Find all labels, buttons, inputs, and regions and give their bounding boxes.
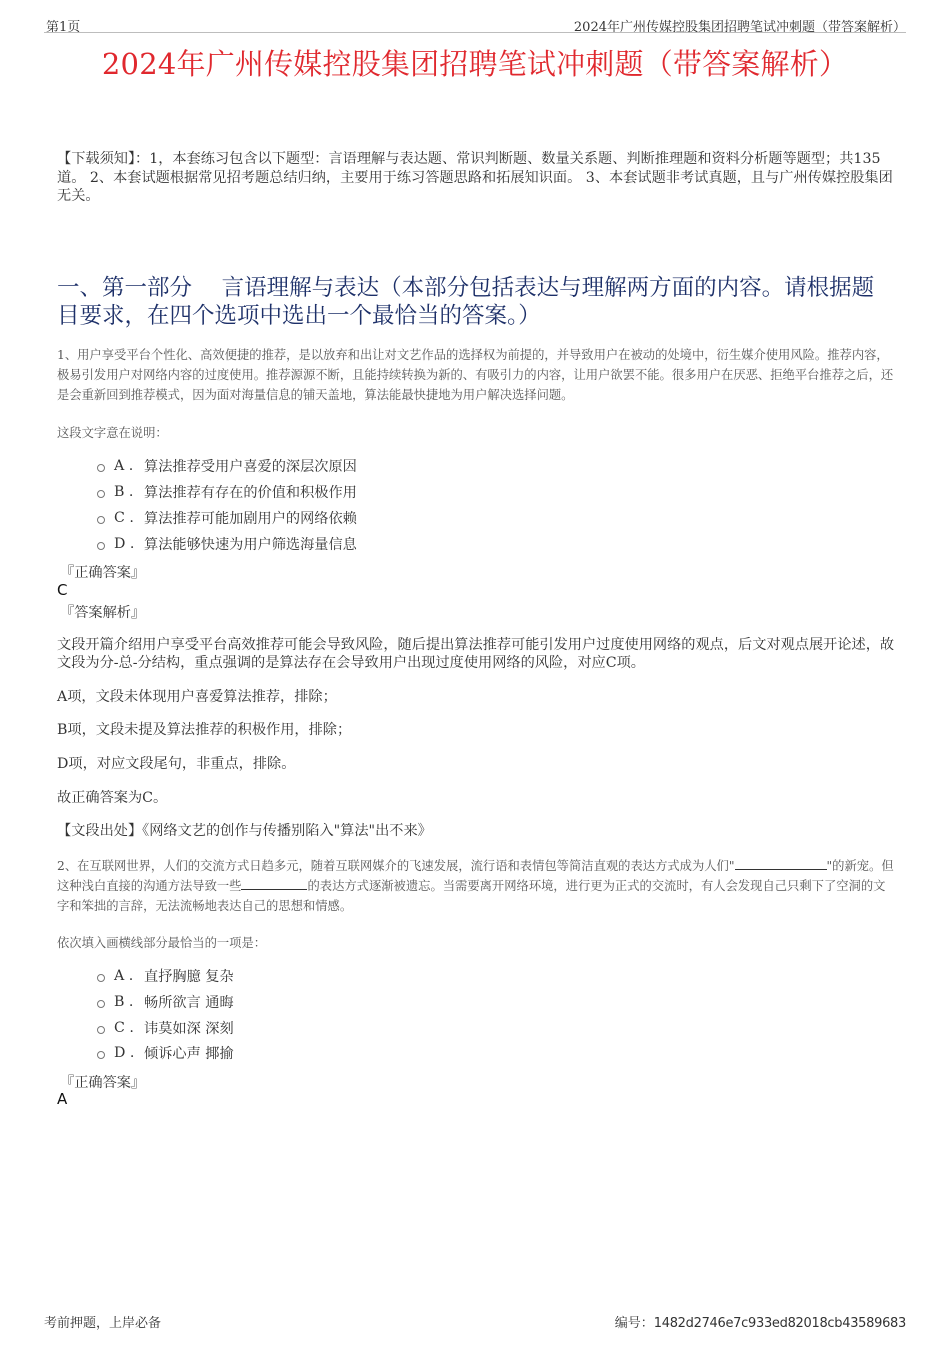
- footer-slogan: 考前押题，上岸必备: [44, 1316, 162, 1331]
- analysis-conclusion: 故正确答案为C。: [57, 790, 168, 806]
- radio-icon[interactable]: [97, 464, 105, 472]
- question-1-option-b[interactable]: [97, 481, 357, 503]
- radio-icon[interactable]: [97, 1000, 105, 1008]
- option-text: 算法能够快速为用户筛选海量信息: [144, 537, 357, 553]
- question-1-option-c[interactable]: [97, 507, 357, 529]
- question-2-option-b[interactable]: [97, 991, 234, 1013]
- download-notice: 【下载须知】：1，本套练习包含以下题型：言语理解与表达题、常识判断题、数量关系题、判断推理题和资料分析题等题型；共135道。 2、本套试题根据常见招考题总结归纳，主要用于练习答题思路和拓展知识面。 3、本套试题非考试真题，且与广州传媒控股集团无关。: [57, 151, 893, 204]
- option-text: 算法推荐可能加剧用户的网络依赖: [144, 511, 357, 527]
- option-letter: A .: [114, 968, 134, 984]
- radio-icon[interactable]: [97, 516, 105, 524]
- option-letter: C .: [114, 1020, 134, 1036]
- radio-icon[interactable]: [97, 974, 105, 982]
- option-letter: D .: [114, 1045, 135, 1061]
- footer-code-label: 编号：: [614, 1316, 654, 1331]
- option-text: 算法推荐受用户喜爱的深层次原因: [144, 459, 357, 475]
- footer-code: [615, 1312, 906, 1331]
- question-2-text-part: "的新宠。但这种浅白直接的沟通方法导致一些: [57, 859, 894, 893]
- correct-answer-label: 『正确答案』: [60, 565, 146, 581]
- question-2-option-d[interactable]: [97, 1042, 234, 1064]
- question-2-text-part: 2、在互联网世界，人们的交流方式日趋多元，随着互联网媒介的飞速发展，流行语和表情包等简洁直观的表达方式成为人们": [57, 859, 735, 873]
- analysis-source: 【文段出处】《网络文艺的创作与传播别陷入"算法"出不来》: [57, 823, 432, 839]
- option-text: 直抒胸臆 复杂: [144, 969, 234, 985]
- option-letter: A .: [114, 458, 134, 474]
- header-divider: [44, 32, 906, 33]
- analysis-option-b: B项，文段未提及算法推荐的积极作用，排除；: [57, 722, 352, 738]
- analysis-label: 『答案解析』: [60, 605, 146, 621]
- question-2-prompt: 依次填入画横线部分最恰当的一项是：: [57, 936, 267, 950]
- question-1-prompt: 这段文字意在说明：: [57, 426, 168, 440]
- question-2-text: [57, 856, 897, 916]
- analysis-option-a: A项，文段未体现用户喜爱算法推荐，排除；: [57, 689, 337, 705]
- correct-answer: A: [57, 1090, 68, 1108]
- option-letter: B .: [114, 994, 134, 1010]
- option-letter: B .: [114, 484, 134, 500]
- radio-icon[interactable]: [97, 1026, 105, 1034]
- option-letter: D .: [114, 536, 135, 552]
- correct-answer-label: 『正确答案』: [60, 1075, 146, 1091]
- question-2-text-part: 的表达方式逐渐被遗忘。当需要离开网络环境，进行更为正式的交流时，有人会发现自己只剩下了空洞的文字和笨拙的言辞，无法流畅地表达自己的思想和情感。: [57, 879, 886, 913]
- question-1-text: 1、用户享受平台个性化、高效便捷的推荐，是以放弃和出让对文艺作品的选择权为前提的，并导致用户在被动的处境中，衍生媒介使用风险。推荐内容，极易引发用户对网络内容的过度使用。推荐源源不断，且能持续转换为新的、有吸引力的内容，让用户欲罢不能。很多用户在厌恶、拒绝平台推荐之后，还是会重新回到推荐模式，因为面对海量信息的铺天盖地，算法能最快捷地为用户解决选择问题。: [57, 348, 894, 402]
- radio-icon[interactable]: [97, 490, 105, 498]
- page-title: 2024年广州传媒控股集团招聘笔试冲刺题（带答案解析）: [101, 47, 849, 81]
- question-2-option-a[interactable]: [97, 965, 234, 987]
- correct-answer: C: [57, 581, 68, 599]
- question-1-option-d[interactable]: [97, 533, 357, 555]
- section-heading: 一、第一部分 言语理解与表达（本部分包括表达与理解两方面的内容。请根据题目要求，在四个选项中选出一个最恰当的答案。）: [57, 275, 875, 329]
- header-doc-title: 2024年广州传媒控股集团招聘笔试冲刺题（带答案解析）: [573, 20, 906, 35]
- option-text: 讳莫如深 深刻: [144, 1021, 234, 1037]
- option-text: 算法推荐有存在的价值和积极作用: [144, 485, 357, 501]
- option-text: 倾诉心声 揶揄: [144, 1046, 234, 1062]
- radio-icon[interactable]: [97, 542, 105, 550]
- page-number: 第1页: [46, 20, 81, 35]
- option-text: 畅所欲言 通晦: [144, 995, 234, 1011]
- fill-blank-1[interactable]: [735, 857, 827, 870]
- fill-blank-2[interactable]: [241, 877, 307, 890]
- analysis-paragraph: 文段开篇介绍用户享受平台高效推荐可能会导致风险，随后提出算法推荐可能引发用户过度使用网络的观点，后文对观点展开论述，故文段为分-总-分结构，重点强调的是算法存在会导致用户出现过度使用网络的风险，对应C项。: [57, 637, 895, 671]
- analysis-option-d: D项，对应文段尾句，非重点，排除。: [57, 756, 296, 772]
- question-2-option-c[interactable]: [97, 1017, 234, 1039]
- question-1-option-a[interactable]: [97, 455, 357, 477]
- option-letter: C .: [114, 510, 134, 526]
- radio-icon[interactable]: [97, 1051, 105, 1059]
- footer-code-value: 1482d2746e7c933ed82018cb43589683: [653, 1316, 906, 1331]
